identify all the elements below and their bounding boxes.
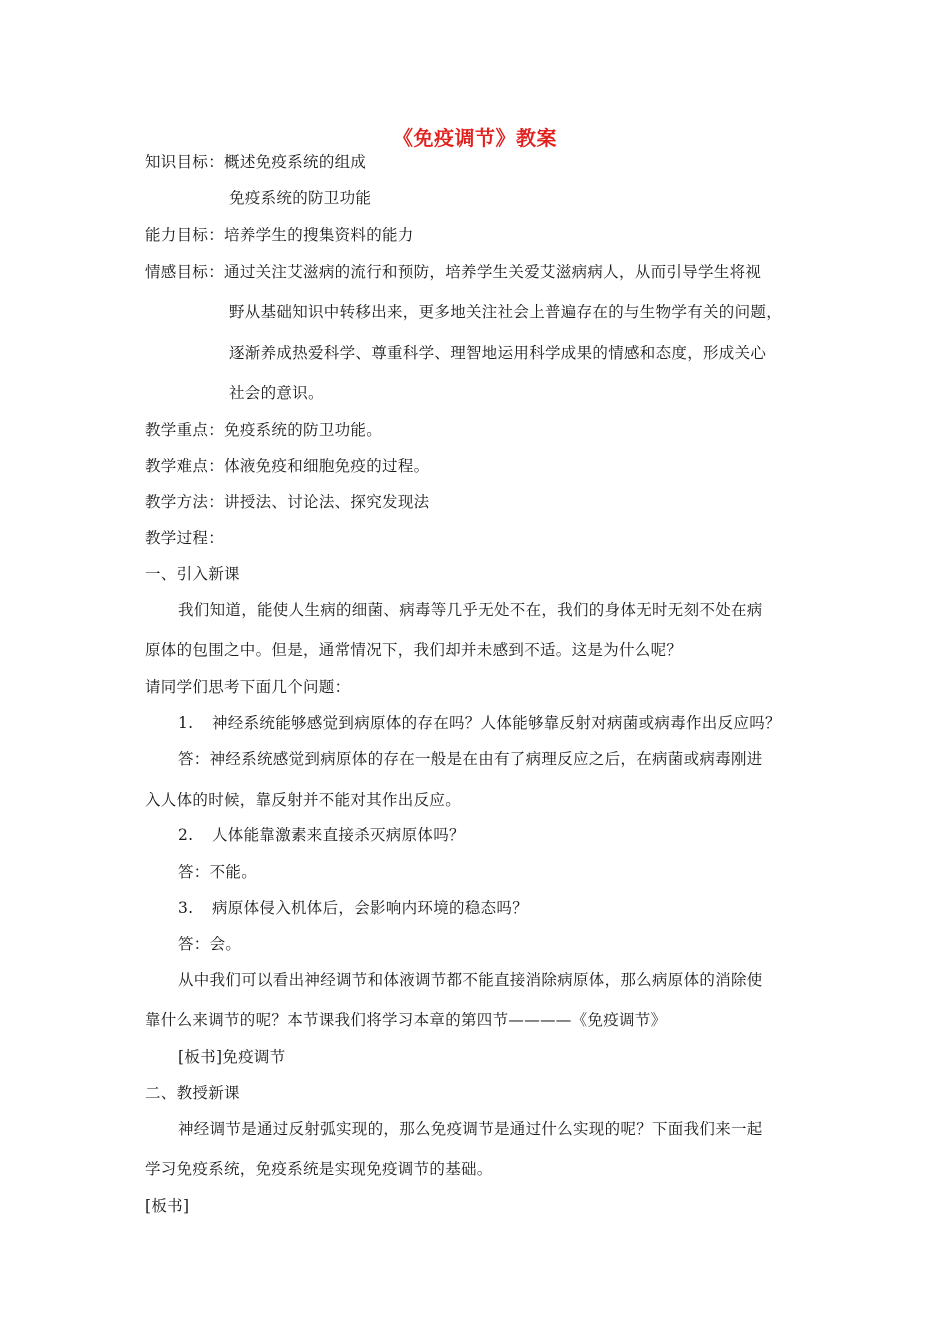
emotion-goal-label: 情感目标： [145,263,225,281]
section-2-heading: 二、教授新课 [145,1084,240,1102]
emotion-goal-text-4: 社会的意识。 [229,384,324,402]
board-note-1: [板书]免疫调节 [178,1048,286,1066]
knowledge-goal-item-2: 免疫系统的防卫功能 [229,189,372,207]
knowledge-goal-item-1: 概述免疫系统的组成 [224,153,367,171]
key-point-label: 教学重点： [145,421,225,439]
section-1-heading: 一、引入新课 [145,565,240,583]
difficulty-text: 体液免疫和细胞免疫的过程。 [224,457,430,475]
question-1 [178,713,781,733]
conclusion-line-2: 靠什么来调节的呢？本节课我们将学习本章的第四节————《免疫调节》 [145,1011,667,1029]
answer-3: 答：会。 [178,935,242,953]
question-3 [178,898,528,918]
teaching-paragraph-line-2: 学习免疫系统，免疫系统是实现免疫调节的基础。 [145,1160,493,1178]
question-1-number: 1. [178,714,194,732]
key-point-text: 免疫系统的防卫功能。 [224,421,383,439]
emotion-goal-line [145,262,761,282]
question-2 [178,825,465,845]
ability-goal-line [145,225,414,245]
difficulty-line [145,456,429,476]
questions-prompt: 请同学们思考下面几个问题： [145,678,351,696]
ability-goal-text: 培养学生的搜集资料的能力 [224,226,414,244]
question-2-number: 2. [178,826,194,844]
question-1-text: 神经系统能够感觉到病原体的存在吗？人体能够靠反射对病菌或病毒作出反应吗？ [212,714,781,732]
teaching-paragraph-line-1: 神经调节是通过反射弧实现的，那么免疫调节是通过什么实现的呢？下面我们来一起 [178,1120,763,1138]
intro-paragraph-line-2: 原体的包围之中。但是，通常情况下，我们却并未感到不适。这是为什么呢？ [145,641,683,659]
question-2-text: 人体能靠激素来直接杀灭病原体吗？ [212,826,465,844]
document-title: 《免疫调节》教案 [393,126,557,150]
answer-1-line-2: 入人体的时候，靠反射并不能对其作出反应。 [145,791,462,809]
knowledge-goal-line [145,152,366,172]
emotion-goal-text-3: 逐渐养成热爱科学、尊重科学、理智地运用科学成果的情感和态度，形成关心 [229,344,767,362]
knowledge-goal-label: 知识目标： [145,153,225,171]
question-3-number: 3. [178,899,194,917]
answer-2: 答：不能。 [178,863,258,881]
key-point-line [145,420,382,440]
board-note-2: [板书] [145,1197,190,1215]
ability-goal-label: 能力目标： [145,226,225,244]
method-text: 讲授法、讨论法、探究发现法 [224,493,430,511]
question-3-text: 病原体侵入机体后，会影响内环境的稳态吗？ [212,899,529,917]
process-label: 教学过程： [145,529,225,547]
emotion-goal-text-2: 野从基础知识中转移出来，更多地关注社会上普遍存在的与生物学有关的问题， [229,303,783,321]
difficulty-label: 教学难点： [145,457,225,475]
method-line [145,492,429,512]
intro-paragraph-line-1: 我们知道，能使人生病的细菌、病毒等几乎无处不在，我们的身体无时无刻不处在病 [178,601,763,619]
conclusion-line-1: 从中我们可以看出神经调节和体液调节都不能直接消除病原体，那么病原体的消除使 [178,971,763,989]
emotion-goal-text-1: 通过关注艾滋病的流行和预防，培养学生关爱艾滋病病人，从而引导学生将视 [224,263,762,281]
method-label: 教学方法： [145,493,225,511]
answer-1-line-1: 答：神经系统感觉到病原体的存在一般是在由有了病理反应之后，在病菌或病毒刚进 [178,750,763,768]
